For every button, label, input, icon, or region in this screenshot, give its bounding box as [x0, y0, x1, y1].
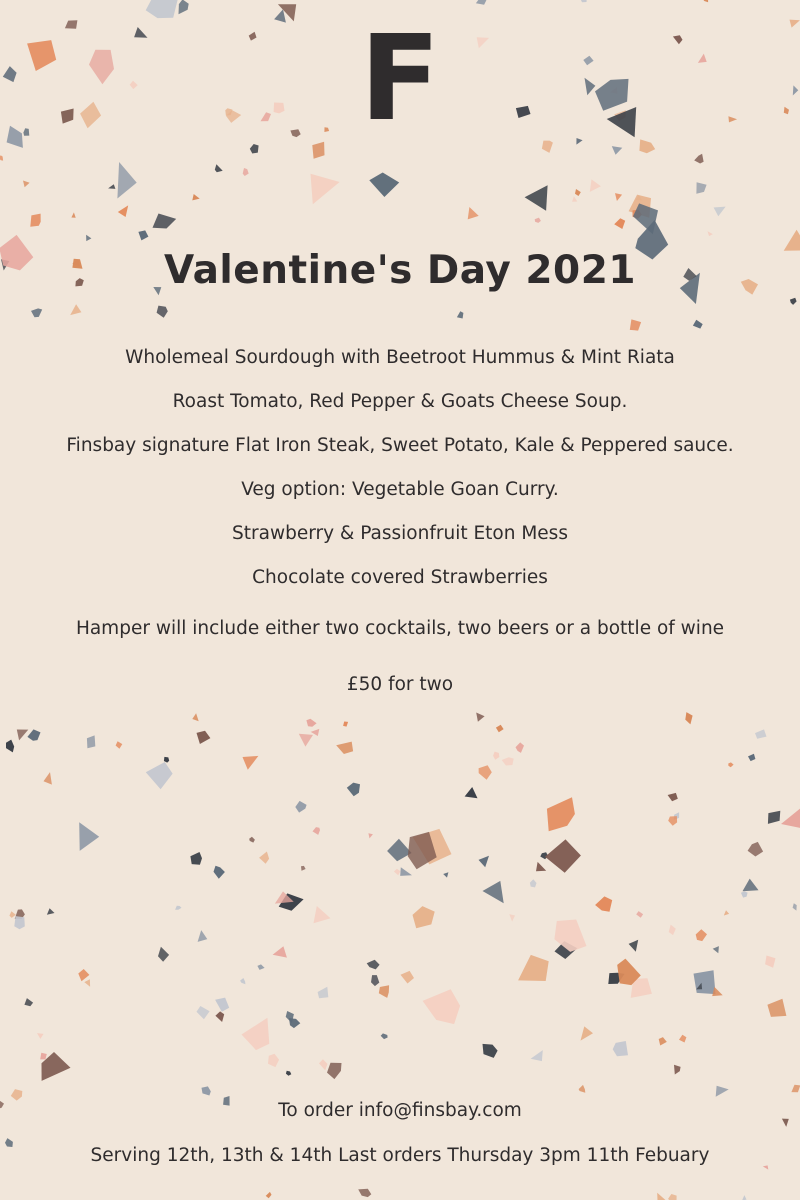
terrazzo-chip: [483, 881, 504, 903]
terrazzo-chip: [108, 184, 115, 189]
terrazzo-chip: [9, 911, 15, 918]
terrazzo-chip: [327, 1063, 342, 1079]
terrazzo-chip: [793, 903, 797, 910]
terrazzo-chip: [381, 1033, 388, 1039]
terrazzo-chip: [790, 298, 797, 305]
terrazzo-chip: [179, 0, 189, 14]
terrazzo-chip: [138, 230, 148, 240]
terrazzo-chip: [400, 867, 412, 876]
terrazzo-chip: [369, 173, 399, 198]
serving-dates: Serving 12th, 13th & 14th Last orders Thursday 3pm 11th Febuary: [90, 1145, 710, 1166]
terrazzo-chip: [47, 908, 55, 915]
terrazzo-chip: [465, 787, 478, 798]
terrazzo-chip: [215, 1011, 224, 1022]
terrazzo-chip: [79, 822, 99, 851]
terrazzo-chip: [639, 139, 655, 153]
terrazzo-chip: [693, 320, 703, 329]
terrazzo-chip: [630, 319, 641, 330]
terrazzo-chip: [268, 1054, 279, 1067]
terrazzo-chip: [615, 193, 622, 201]
terrazzo-chip: [306, 719, 316, 727]
terrazzo-chip: [24, 998, 33, 1006]
terrazzo-chip: [679, 1035, 686, 1043]
terrazzo-chip: [572, 196, 577, 202]
terrazzo-chip: [286, 1071, 291, 1076]
terrazzo-chip: [311, 174, 340, 205]
terrazzo-chip: [243, 168, 249, 176]
terrazzo-chip: [502, 757, 514, 765]
terrazzo-chip: [295, 801, 306, 813]
terrazzo-chip: [197, 1006, 210, 1019]
terrazzo-chip: [755, 729, 767, 738]
terrazzo-chip: [476, 0, 487, 5]
terrazzo-chip: [343, 722, 348, 727]
terrazzo-chip: [741, 891, 748, 897]
terrazzo-chip: [724, 910, 729, 915]
menu-list: [0, 342, 800, 606]
terrazzo-chip: [716, 1086, 729, 1097]
terrazzo-chip: [668, 816, 677, 826]
terrazzo-chip: [6, 740, 14, 753]
terrazzo-chip: [694, 154, 703, 164]
terrazzo-chip: [516, 742, 525, 753]
terrazzo-chip: [394, 869, 401, 876]
terrazzo-chip: [266, 1192, 272, 1198]
terrazzo-chip: [763, 1165, 769, 1169]
terrazzo-chip: [146, 0, 179, 18]
terrazzo-chip: [158, 947, 169, 962]
terrazzo-chip: [190, 852, 202, 865]
terrazzo-chip: [37, 1033, 44, 1039]
terrazzo-chip: [118, 205, 128, 217]
terrazzo-chip: [493, 752, 499, 760]
terrazzo-chip: [743, 879, 759, 892]
terrazzo-chip: [479, 856, 490, 867]
terrazzo-chip: [387, 839, 412, 862]
page-title: Valentine's Day 2021: [164, 248, 636, 293]
terrazzo-chip: [347, 783, 360, 797]
terrazzo-chip: [198, 930, 208, 942]
terrazzo-chip: [613, 1041, 628, 1056]
menu-item-soup: Roast Tomato, Red Pepper & Goats Cheese Soup.: [172, 391, 628, 412]
terrazzo-chip: [175, 906, 181, 910]
terrazzo-chip: [636, 911, 643, 918]
terrazzo-chip: [781, 806, 800, 829]
order-contact: To order info@finsbay.com: [278, 1100, 522, 1121]
terrazzo-chip: [509, 914, 515, 922]
terrazzo-chip: [612, 146, 623, 155]
terrazzo-chip: [657, 1193, 666, 1200]
hamper-note: Hamper will include either two cocktails, two beers or a bottle of wine: [75, 618, 725, 639]
terrazzo-chip: [575, 189, 581, 196]
terrazzo-chip: [14, 916, 24, 929]
terrazzo-chip: [86, 235, 91, 241]
finsbay-logo: F: [359, 9, 441, 147]
terrazzo-chip: [659, 1037, 667, 1045]
terrazzo-chip: [476, 713, 484, 722]
terrazzo-chip: [257, 964, 264, 970]
terrazzo-chip: [273, 946, 287, 957]
terrazzo-chip: [579, 1085, 586, 1093]
terrazzo-chip: [27, 729, 40, 740]
terrazzo-chip: [312, 142, 324, 159]
terrazzo-chip: [299, 734, 313, 747]
terrazzo-chip: [215, 164, 223, 172]
terrazzo-chip: [371, 975, 379, 986]
terrazzo-chip: [192, 194, 199, 200]
terrazzo-chip: [146, 762, 173, 789]
terrazzo-chip: [535, 218, 541, 223]
terrazzo-chip: [367, 960, 380, 970]
terrazzo-chip: [368, 833, 373, 838]
terrazzo-chip: [423, 989, 461, 1024]
terrazzo-chip: [590, 179, 601, 192]
terrazzo-chip: [87, 735, 95, 748]
terrazzo-chip: [595, 896, 612, 911]
terrazzo-chip: [215, 998, 229, 1012]
terrazzo-chip: [314, 906, 331, 923]
terrazzo-chip: [242, 1018, 270, 1050]
terrazzo-chip: [318, 987, 329, 999]
terrazzo-chip: [576, 138, 582, 145]
terrazzo-chip: [479, 765, 492, 780]
terrazzo-chip: [78, 969, 89, 981]
terrazzo-chip: [530, 879, 537, 887]
terrazzo-chip: [84, 979, 90, 987]
terrazzo-chip: [696, 182, 706, 194]
terrazzo-chip: [468, 207, 479, 219]
terrazzo-chip: [202, 1086, 211, 1095]
terrazzo-chip: [629, 940, 639, 952]
terrazzo-chip: [457, 311, 464, 318]
terrazzo-chip: [0, 155, 3, 160]
terrazzo-chip: [614, 218, 625, 229]
terrazzo-chip: [748, 842, 764, 857]
terrazzo-chip: [23, 181, 30, 188]
terrazzo-chip: [249, 837, 255, 843]
terrazzo-chip: [748, 754, 755, 761]
terrazzo-chip: [545, 839, 581, 872]
price-label: £50 for two: [346, 674, 454, 695]
terrazzo-chip: [768, 811, 780, 824]
terrazzo-chip: [192, 713, 198, 721]
terrazzo-chip: [714, 207, 726, 217]
terrazzo-chip: [289, 1018, 300, 1028]
terrazzo-chip: [668, 1194, 677, 1200]
menu-item-starter-bread: Wholemeal Sourdough with Beetroot Hummus & Mint Riata: [125, 347, 675, 368]
terrazzo-chip: [117, 162, 136, 199]
terrazzo-chip: [547, 797, 575, 831]
terrazzo-chip: [669, 925, 676, 936]
terrazzo-chip: [580, 0, 586, 2]
terrazzo-chip: [164, 757, 169, 763]
terrazzo-chip: [518, 955, 549, 981]
terrazzo-chip: [496, 725, 504, 733]
terrazzo-chip: [240, 978, 245, 984]
menu-item-chocolate-strawberries: Chocolate covered Strawberries: [252, 567, 548, 588]
terrazzo-chip: [70, 304, 81, 315]
terrazzo-chip: [259, 852, 269, 864]
terrazzo-chip: [40, 1053, 47, 1060]
terrazzo-chip: [153, 214, 177, 229]
terrazzo-chip: [742, 1195, 747, 1200]
terrazzo-chip: [11, 1089, 22, 1101]
terrazzo-chip: [542, 141, 553, 153]
terrazzo-chip: [525, 185, 548, 210]
terrazzo-chip: [197, 731, 211, 744]
terrazzo-chip: [668, 793, 678, 801]
terrazzo-chip: [301, 866, 306, 871]
terrazzo-chip: [157, 306, 168, 318]
terrazzo-chip: [685, 712, 692, 724]
terrazzo-chip: [694, 970, 716, 994]
terrazzo-chip: [17, 730, 29, 741]
terrazzo-chip: [708, 231, 713, 236]
terrazzo-chip: [116, 741, 123, 749]
terrazzo-chip: [214, 866, 225, 879]
terrazzo-chip: [313, 827, 321, 835]
terrazzo-chip: [379, 985, 389, 998]
terrazzo-chip: [401, 971, 415, 984]
terrazzo-chip: [31, 308, 42, 317]
terrazzo-chip: [696, 929, 707, 941]
terrazzo-chip: [536, 862, 546, 871]
terrazzo-chip: [728, 762, 733, 767]
terrazzo-chip: [71, 212, 75, 217]
terrazzo-chip: [243, 756, 259, 770]
terrazzo-chip: [767, 999, 786, 1017]
terrazzo-chip: [765, 956, 775, 968]
menu-item-main-steak: Finsbay signature Flat Iron Steak, Sweet Potato, Kale & Peppered sauce.: [66, 435, 734, 456]
terrazzo-chip: [581, 1026, 594, 1040]
terrazzo-chip: [30, 214, 40, 227]
terrazzo-chip: [336, 742, 353, 754]
terrazzo-chip: [791, 1085, 800, 1093]
terrazzo-chip: [250, 144, 259, 154]
terrazzo-chip: [531, 1050, 543, 1061]
terrazzo-chip: [704, 0, 709, 2]
menu-item-dessert: Strawberry & Passionfruit Eton Mess: [232, 523, 568, 544]
terrazzo-chip: [674, 1065, 681, 1075]
terrazzo-chip: [319, 1059, 328, 1070]
terrazzo-chip: [358, 1189, 371, 1197]
terrazzo-chip: [44, 772, 52, 785]
terrazzo-chip: [413, 906, 435, 928]
terrazzo-chip: [443, 872, 448, 877]
menu-item-veg-option: Veg option: Vegetable Goan Curry.: [241, 479, 559, 500]
terrazzo-chip: [713, 946, 719, 953]
terrazzo-chip: [483, 1044, 498, 1058]
